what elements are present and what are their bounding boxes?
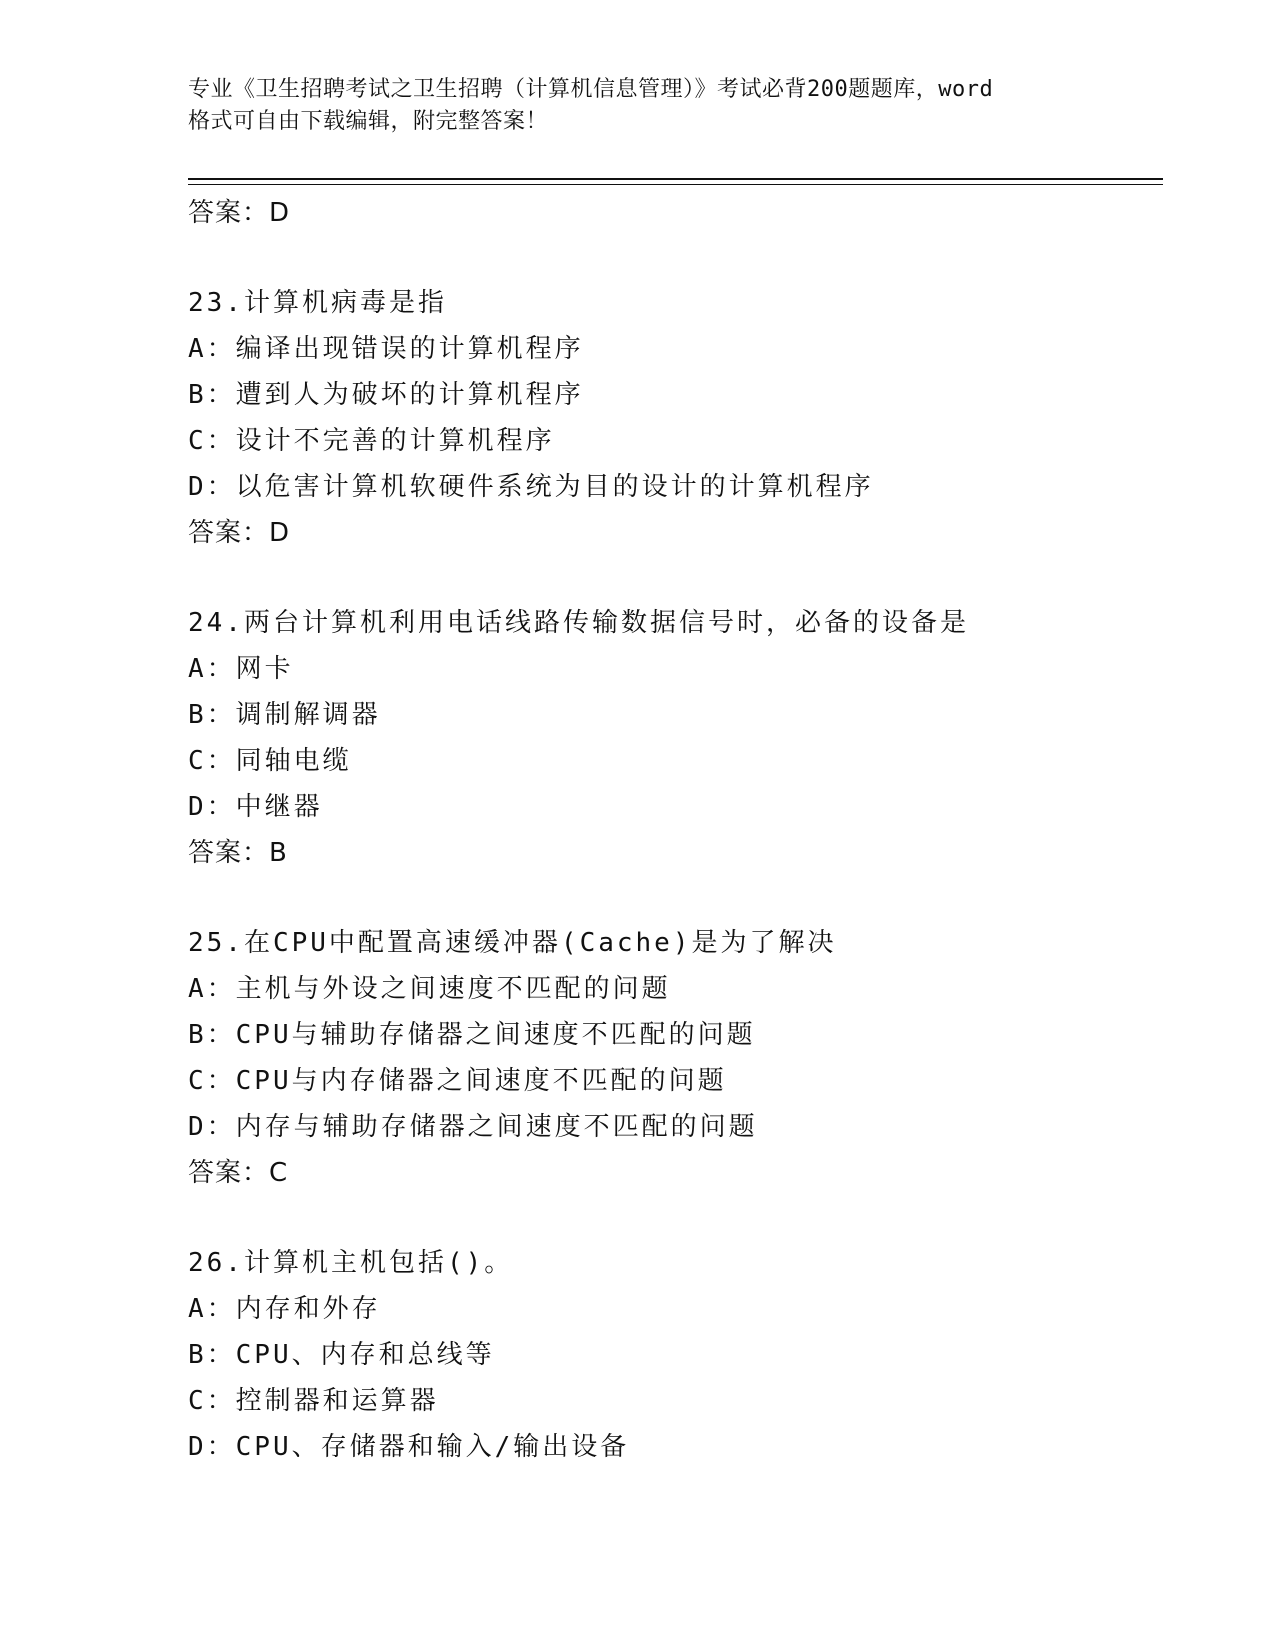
option-b: B：调制解调器 (188, 700, 381, 730)
answer: 答案：B (188, 838, 288, 868)
question-stem: 26.计算机主机包括()。 (188, 1248, 514, 1278)
question-list (188, 190, 1163, 1470)
answer: 答案：D (188, 518, 291, 548)
option-d: D：中继器 (188, 792, 323, 822)
option-c: C：控制器和运算器 (188, 1386, 439, 1416)
header-divider-thick (188, 178, 1163, 180)
option-a: A：内存和外存 (188, 1294, 381, 1324)
header-divider-thin (188, 184, 1163, 185)
option-b: B：CPU与辅助存储器之间速度不匹配的问题 (188, 1020, 756, 1050)
option-c: C：CPU与内存储器之间速度不匹配的问题 (188, 1066, 727, 1096)
option-b: B：CPU、内存和总线等 (188, 1340, 495, 1370)
previous-answer: 答案：D (188, 198, 291, 228)
option-a: A：编译出现错误的计算机程序 (188, 334, 584, 364)
question-23 (188, 280, 1163, 556)
question-stem: 24.两台计算机利用电话线路传输数据信号时，必备的设备是 (188, 608, 969, 638)
question-26 (188, 1240, 1163, 1470)
answer: 答案：C (188, 1158, 289, 1188)
option-b: B：遭到人为破坏的计算机程序 (188, 380, 584, 410)
option-c: C：设计不完善的计算机程序 (188, 426, 555, 456)
document-header (188, 74, 1088, 138)
header-line-1: 专业《卫生招聘考试之卫生招聘（计算机信息管理）》考试必背200题题库，word (188, 77, 994, 102)
option-c: C：同轴电缆 (188, 746, 352, 776)
option-d: D：内存与辅助存储器之间速度不匹配的问题 (188, 1112, 758, 1142)
question-25 (188, 920, 1163, 1196)
option-d: D：以危害计算机软硬件系统为目的设计的计算机程序 (188, 472, 874, 502)
question-stem: 23.计算机病毒是指 (188, 288, 447, 318)
option-a: A：网卡 (188, 654, 294, 684)
question-stem: 25.在CPU中配置高速缓冲器(Cache)是为了解决 (188, 928, 837, 958)
option-a: A：主机与外设之间速度不匹配的问题 (188, 974, 671, 1004)
question-24 (188, 600, 1163, 876)
header-line-2: 格式可自由下载编辑，附完整答案！ (188, 109, 549, 134)
option-d: D：CPU、存储器和输入/输出设备 (188, 1432, 630, 1462)
